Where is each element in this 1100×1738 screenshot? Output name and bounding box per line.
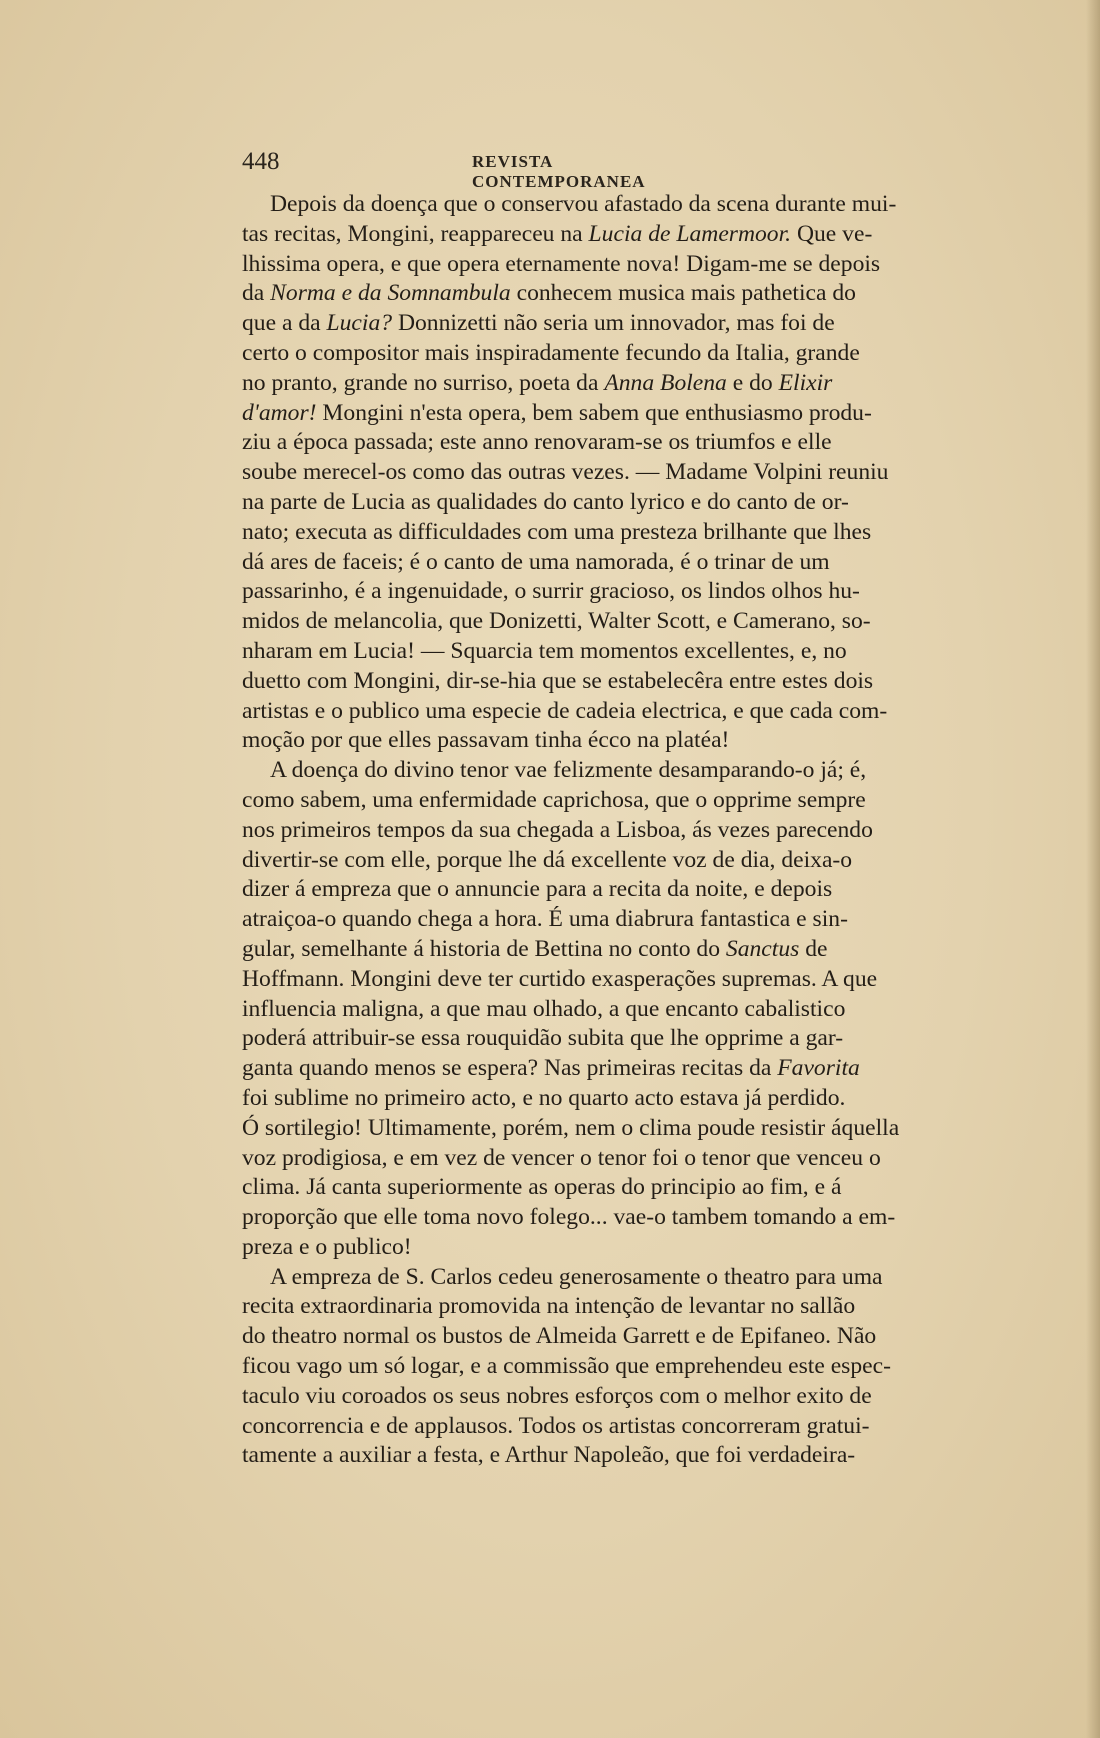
text-segment: dizer á empreza que o annuncie para a recita da noite, e depois	[242, 876, 833, 903]
text-segment: nos primeiros tempos da sua chegada a Lisboa, ás vezes parecendo	[242, 816, 873, 843]
text-segment: A empreza de S. Carlos cedeu generosamente o theatro para uma	[270, 1263, 883, 1290]
text-segment: ganta quando menos se espera? Nas primeiras recitas da	[242, 1055, 778, 1082]
text-segment: recita extraordinaria promovida na intenção de levantar no sallão	[242, 1293, 856, 1320]
text-line	[242, 518, 962, 548]
text-segment: A doença do divino tenor vae felizmente desamparando-o já; é,	[270, 757, 867, 784]
text-line	[242, 935, 962, 965]
text-line	[242, 637, 962, 667]
text-segment: como sabem, uma enfermidade caprichosa, que o opprime sempre	[242, 786, 866, 813]
text-line	[242, 667, 962, 697]
text-line	[242, 697, 962, 727]
text-line	[242, 1352, 962, 1382]
text-line	[242, 399, 962, 429]
italic-text-segment: Lucia de Lamermoor.	[588, 220, 792, 247]
text-line	[242, 1024, 962, 1054]
text-line	[242, 726, 962, 756]
text-segment: ziu a época passada; este anno renovaram-se os triumfos e elle	[242, 429, 832, 456]
text-segment: midos de melancolia, que Donizetti, Walter Scott, e Camerano, so-	[242, 608, 871, 635]
text-line	[242, 1322, 962, 1352]
text-segment: influencia maligna, a que mau olhado, a que encanto cabalistico	[242, 995, 846, 1022]
text-segment: lhissima opera, e que opera eternamente nova! Digam-me se depois	[242, 250, 881, 277]
text-line	[242, 428, 962, 458]
text-segment: nharam em Lucia! — Squarcia tem momentos excellentes, e, no	[242, 637, 847, 664]
text-segment: da	[242, 280, 271, 307]
text-segment: voz prodigiosa, e em vez de vencer o tenor foi o tenor que venceu o	[242, 1144, 881, 1171]
italic-text-segment: Favorita	[777, 1055, 860, 1082]
text-segment: tas recitas, Mongini, reappareceu na	[242, 220, 589, 247]
text-segment: foi sublime no primeiro acto, e no quarto acto estava já perdido.	[242, 1084, 846, 1111]
text-segment: Donnizetti não seria um innovador, mas foi de	[392, 310, 835, 337]
text-segment: nato; executa as difficuldades com uma presteza brilhante que lhes	[242, 518, 872, 545]
text-line	[242, 1441, 962, 1471]
page-header	[242, 148, 712, 191]
text-segment: e do	[726, 369, 779, 396]
text-line	[242, 220, 962, 250]
italic-text-segment: d'amor!	[242, 399, 317, 426]
text-segment: certo o compositor mais inspiradamente fecundo da Italia, grande	[242, 339, 860, 366]
text-segment: tamente a auxiliar a festa, e Arthur Napoleão, que foi verdadeira-	[242, 1442, 856, 1469]
text-line	[242, 1114, 962, 1144]
text-line	[242, 1144, 962, 1174]
text-line	[242, 905, 962, 935]
text-line	[242, 548, 962, 578]
page-edge-shadow	[1086, 0, 1100, 1738]
text-line	[242, 786, 962, 816]
text-line	[242, 1203, 962, 1233]
text-segment: do theatro normal os bustos de Almeida Garrett e de Epifaneo. Não	[242, 1323, 877, 1350]
text-segment: Ó sortilegio! Ultimamente, porém, nem o clima poude resistir áquella	[242, 1114, 900, 1141]
text-segment: no pranto, grande no surriso, poeta da	[242, 369, 605, 396]
text-segment: duetto com Mongini, dir-se-hia que se estabelecêra entre estes dois	[242, 667, 874, 694]
text-segment: moção por que elles passavam tinha écco na platéa!	[242, 727, 730, 754]
running-title: REVISTA CONTEMPORANEA	[472, 152, 646, 191]
text-line	[242, 995, 962, 1025]
italic-text-segment: Elixir	[778, 369, 833, 396]
text-segment: divertir-se com elle, porque lhe dá excellente voz de dia, deixa-o	[242, 846, 853, 873]
body-text	[242, 190, 962, 1471]
text-segment: que a da	[242, 310, 327, 337]
text-segment: Depois da doença que o conservou afastado da scena durante mui-	[270, 191, 897, 217]
text-segment: soube merecel-os como das outras vezes. — Madame Volpini reuniu	[242, 459, 889, 486]
text-line	[242, 1382, 962, 1412]
text-line	[242, 1233, 962, 1263]
text-line	[242, 1084, 962, 1114]
text-line	[242, 488, 962, 518]
italic-text-segment: Lucia?	[326, 310, 393, 337]
text-line	[242, 309, 962, 339]
italic-text-segment: Norma e da Somnambula	[270, 280, 511, 307]
text-segment: de	[799, 935, 828, 962]
text-line	[242, 965, 962, 995]
text-segment: atraiçoa-o quando chega a hora. É uma diabrura fantastica e sin-	[242, 906, 848, 933]
text-line	[242, 1412, 962, 1442]
text-segment: artistas e o publico uma especie de cadeia electrica, e que cada com-	[242, 697, 888, 724]
text-line	[242, 756, 962, 786]
text-segment: Mongini n'esta opera, bem sabem que enthusiasmo produ-	[316, 399, 872, 426]
text-line	[242, 1263, 962, 1293]
text-line	[242, 577, 962, 607]
italic-text-segment: Sanctus	[725, 935, 800, 962]
text-segment: taculo viu coroados os seus nobres esforços com o melhor exito de	[242, 1382, 872, 1409]
text-segment: proporção que elle toma novo folego... vae-o tambem tomando a em-	[242, 1204, 896, 1231]
text-line	[242, 875, 962, 905]
text-segment: na parte de Lucia as qualidades do canto lyrico e do canto de or-	[242, 488, 849, 515]
text-line	[242, 846, 962, 876]
text-line	[242, 190, 962, 220]
text-line	[242, 279, 962, 309]
text-segment: gular, semelhante á historia de Bettina no conto do	[242, 935, 726, 962]
text-line	[242, 607, 962, 637]
text-line	[242, 1292, 962, 1322]
text-line	[242, 339, 962, 369]
text-segment: poderá attribuir-se essa rouquidão subita que lhe opprime a gar-	[242, 1025, 844, 1052]
page-number: 448	[242, 148, 280, 175]
text-segment: passarinho, é a ingenuidade, o surrir gracioso, os lindos olhos hu-	[242, 578, 860, 605]
text-segment: clima. Já canta superiormente as operas do principio ao fim, e á	[242, 1174, 842, 1201]
text-segment: Que ve-	[791, 220, 873, 247]
text-line	[242, 1173, 962, 1203]
text-segment: Hoffmann. Mongini deve ter curtido exasperações supremas. A que	[242, 965, 878, 992]
italic-text-segment: Anna Bolena	[604, 369, 727, 396]
text-segment: preza e o publico!	[242, 1233, 412, 1260]
text-segment: conhecem musica mais pathetica do	[510, 280, 856, 307]
text-line	[242, 1054, 962, 1084]
text-line	[242, 250, 962, 280]
text-line	[242, 816, 962, 846]
text-line	[242, 369, 962, 399]
text-segment: dá ares de faceis; é o canto de uma namorada, é o trinar de um	[242, 548, 830, 575]
text-line	[242, 458, 962, 488]
text-segment: ficou vago um só logar, e a commissão que emprehendeu este espec-	[242, 1353, 891, 1380]
text-segment: concorrencia e de applausos. Todos os artistas concorreram gratui-	[242, 1412, 870, 1439]
